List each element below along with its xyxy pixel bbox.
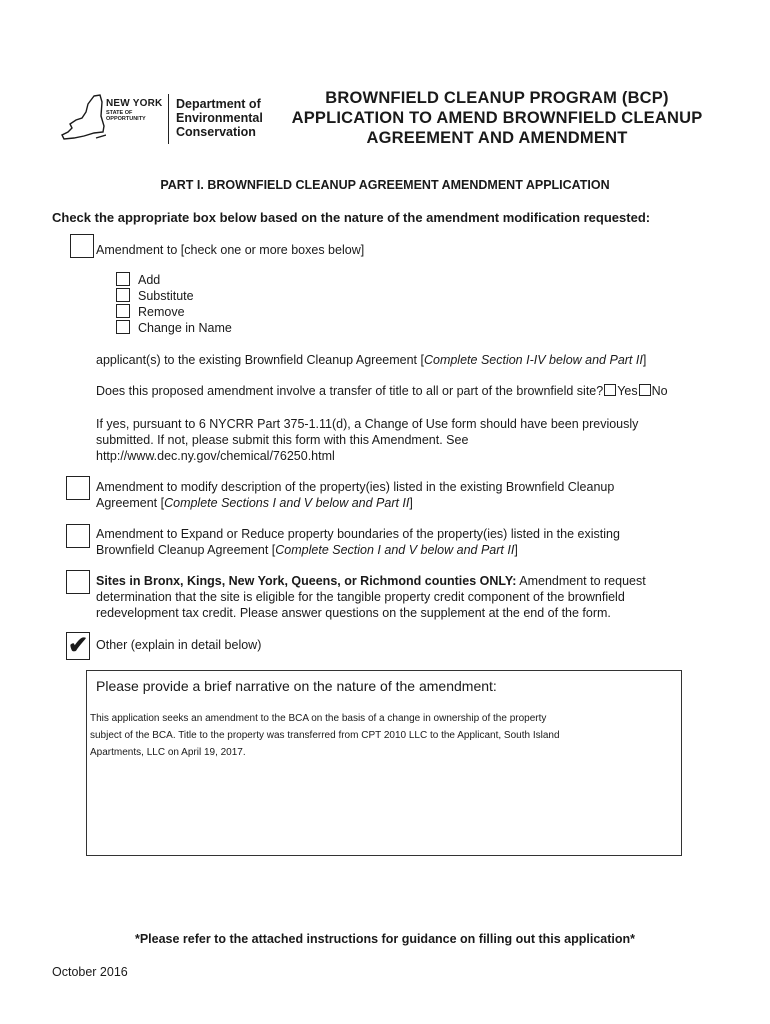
- transfer-yes-label: Yes: [617, 384, 638, 398]
- modify-description-checkbox[interactable]: [66, 476, 90, 500]
- substitute-checkbox[interactable]: [116, 288, 130, 302]
- substitute-label: Substitute: [138, 289, 194, 303]
- part-heading: PART I. BROWNFIELD CLEANUP AGREEMENT AMENDMENT APPLICATION: [160, 178, 610, 192]
- change-name-checkbox[interactable]: [116, 320, 130, 334]
- nysdec-logo: [60, 92, 270, 152]
- remove-label: Remove: [138, 305, 185, 319]
- change-of-use-link[interactable]: http://www.dec.ny.gov/chemical/76250.html: [96, 449, 335, 463]
- form-title: BROWNFIELD CLEANUP PROGRAM (BCP) APPLICATION TO AMEND BROWNFIELD CLEANUP AGREEMENT AND AMENDMENT: [291, 89, 703, 147]
- footer-note: *Please refer to the attached instructions for guidance on filling out this application*: [134, 932, 636, 946]
- logo-divider: [168, 94, 169, 144]
- other-label: Other (explain in detail below): [96, 638, 262, 652]
- transfer-no-label: No: [651, 384, 668, 398]
- applicant-text: applicant(s) to the existing Brownfield Cleanup Agreement [Complete Section I-IV below and Part II]: [96, 353, 647, 367]
- add-label: Add: [138, 273, 161, 287]
- remove-checkbox[interactable]: [116, 304, 130, 318]
- expand-reduce-checkbox[interactable]: [66, 524, 90, 548]
- narrative-label: Please provide a brief narrative on the nature of the amendment:: [96, 678, 497, 694]
- add-checkbox[interactable]: [116, 272, 130, 286]
- nyc-sites-label: Sites in Bronx, Kings, New York, Queens, or Richmond counties ONLY: Amendment to request determination that the site is eligible for the tangible property credit component of the brownfield redevelopment tax credit. Please answer questions on the supplement at the end of the form.: [96, 574, 646, 620]
- change-name-label: Change in Name: [138, 321, 232, 335]
- other-checkbox[interactable]: [66, 632, 90, 660]
- amend-to-label: Amendment to [check one or more boxes below]: [96, 243, 365, 257]
- logo-state-tagline: STATE OF OPPORTUNITY: [106, 110, 146, 122]
- revision-date: October 2016: [52, 965, 128, 979]
- narrative-box[interactable]: [86, 670, 682, 856]
- new-york-state-outline-icon: [60, 92, 106, 144]
- instruction-text: Check the appropriate box below based on the nature of the amendment modification requested:: [52, 210, 651, 225]
- checkmark-icon: ✔: [68, 632, 89, 659]
- logo-state-name: NEW YORK: [106, 98, 163, 109]
- logo-department-name: Department of Environmental Conservation: [176, 97, 263, 139]
- if-yes-instructions: If yes, pursuant to 6 NYCRR Part 375-1.11(d), a Change of Use form should have been previously submitted. If not, please submit this form with this Amendment. See http://www.dec.ny.gov/chemical/76250.html: [96, 417, 639, 463]
- narrative-text: This application seeks an amendment to the BCA on the basis of a change in ownership of the property subject of the BCA. Title to the property was transferred from CPT 2010 LLC to the Applicant, South Island Apartments, LLC on April 19, 2017.: [90, 713, 560, 758]
- modify-description-label: Amendment to modify description of the property(ies) listed in the existing Brownfield Cleanup Agreement [Complete Sections I and V below and Part II]: [96, 480, 615, 510]
- nyc-sites-checkbox[interactable]: [66, 570, 90, 594]
- transfer-no-checkbox[interactable]: [639, 384, 651, 396]
- amend-to-checkbox[interactable]: [70, 234, 94, 258]
- expand-reduce-label: Amendment to Expand or Reduce property boundaries of the property(ies) listed in the existing Brownfield Cleanup Agreement [Complete Section I and V below and Part II]: [96, 527, 620, 557]
- transfer-yes-checkbox[interactable]: [604, 384, 616, 396]
- transfer-question: Does this proposed amendment involve a transfer of title to all or part of the brownfield site? Yes No: [96, 384, 668, 398]
